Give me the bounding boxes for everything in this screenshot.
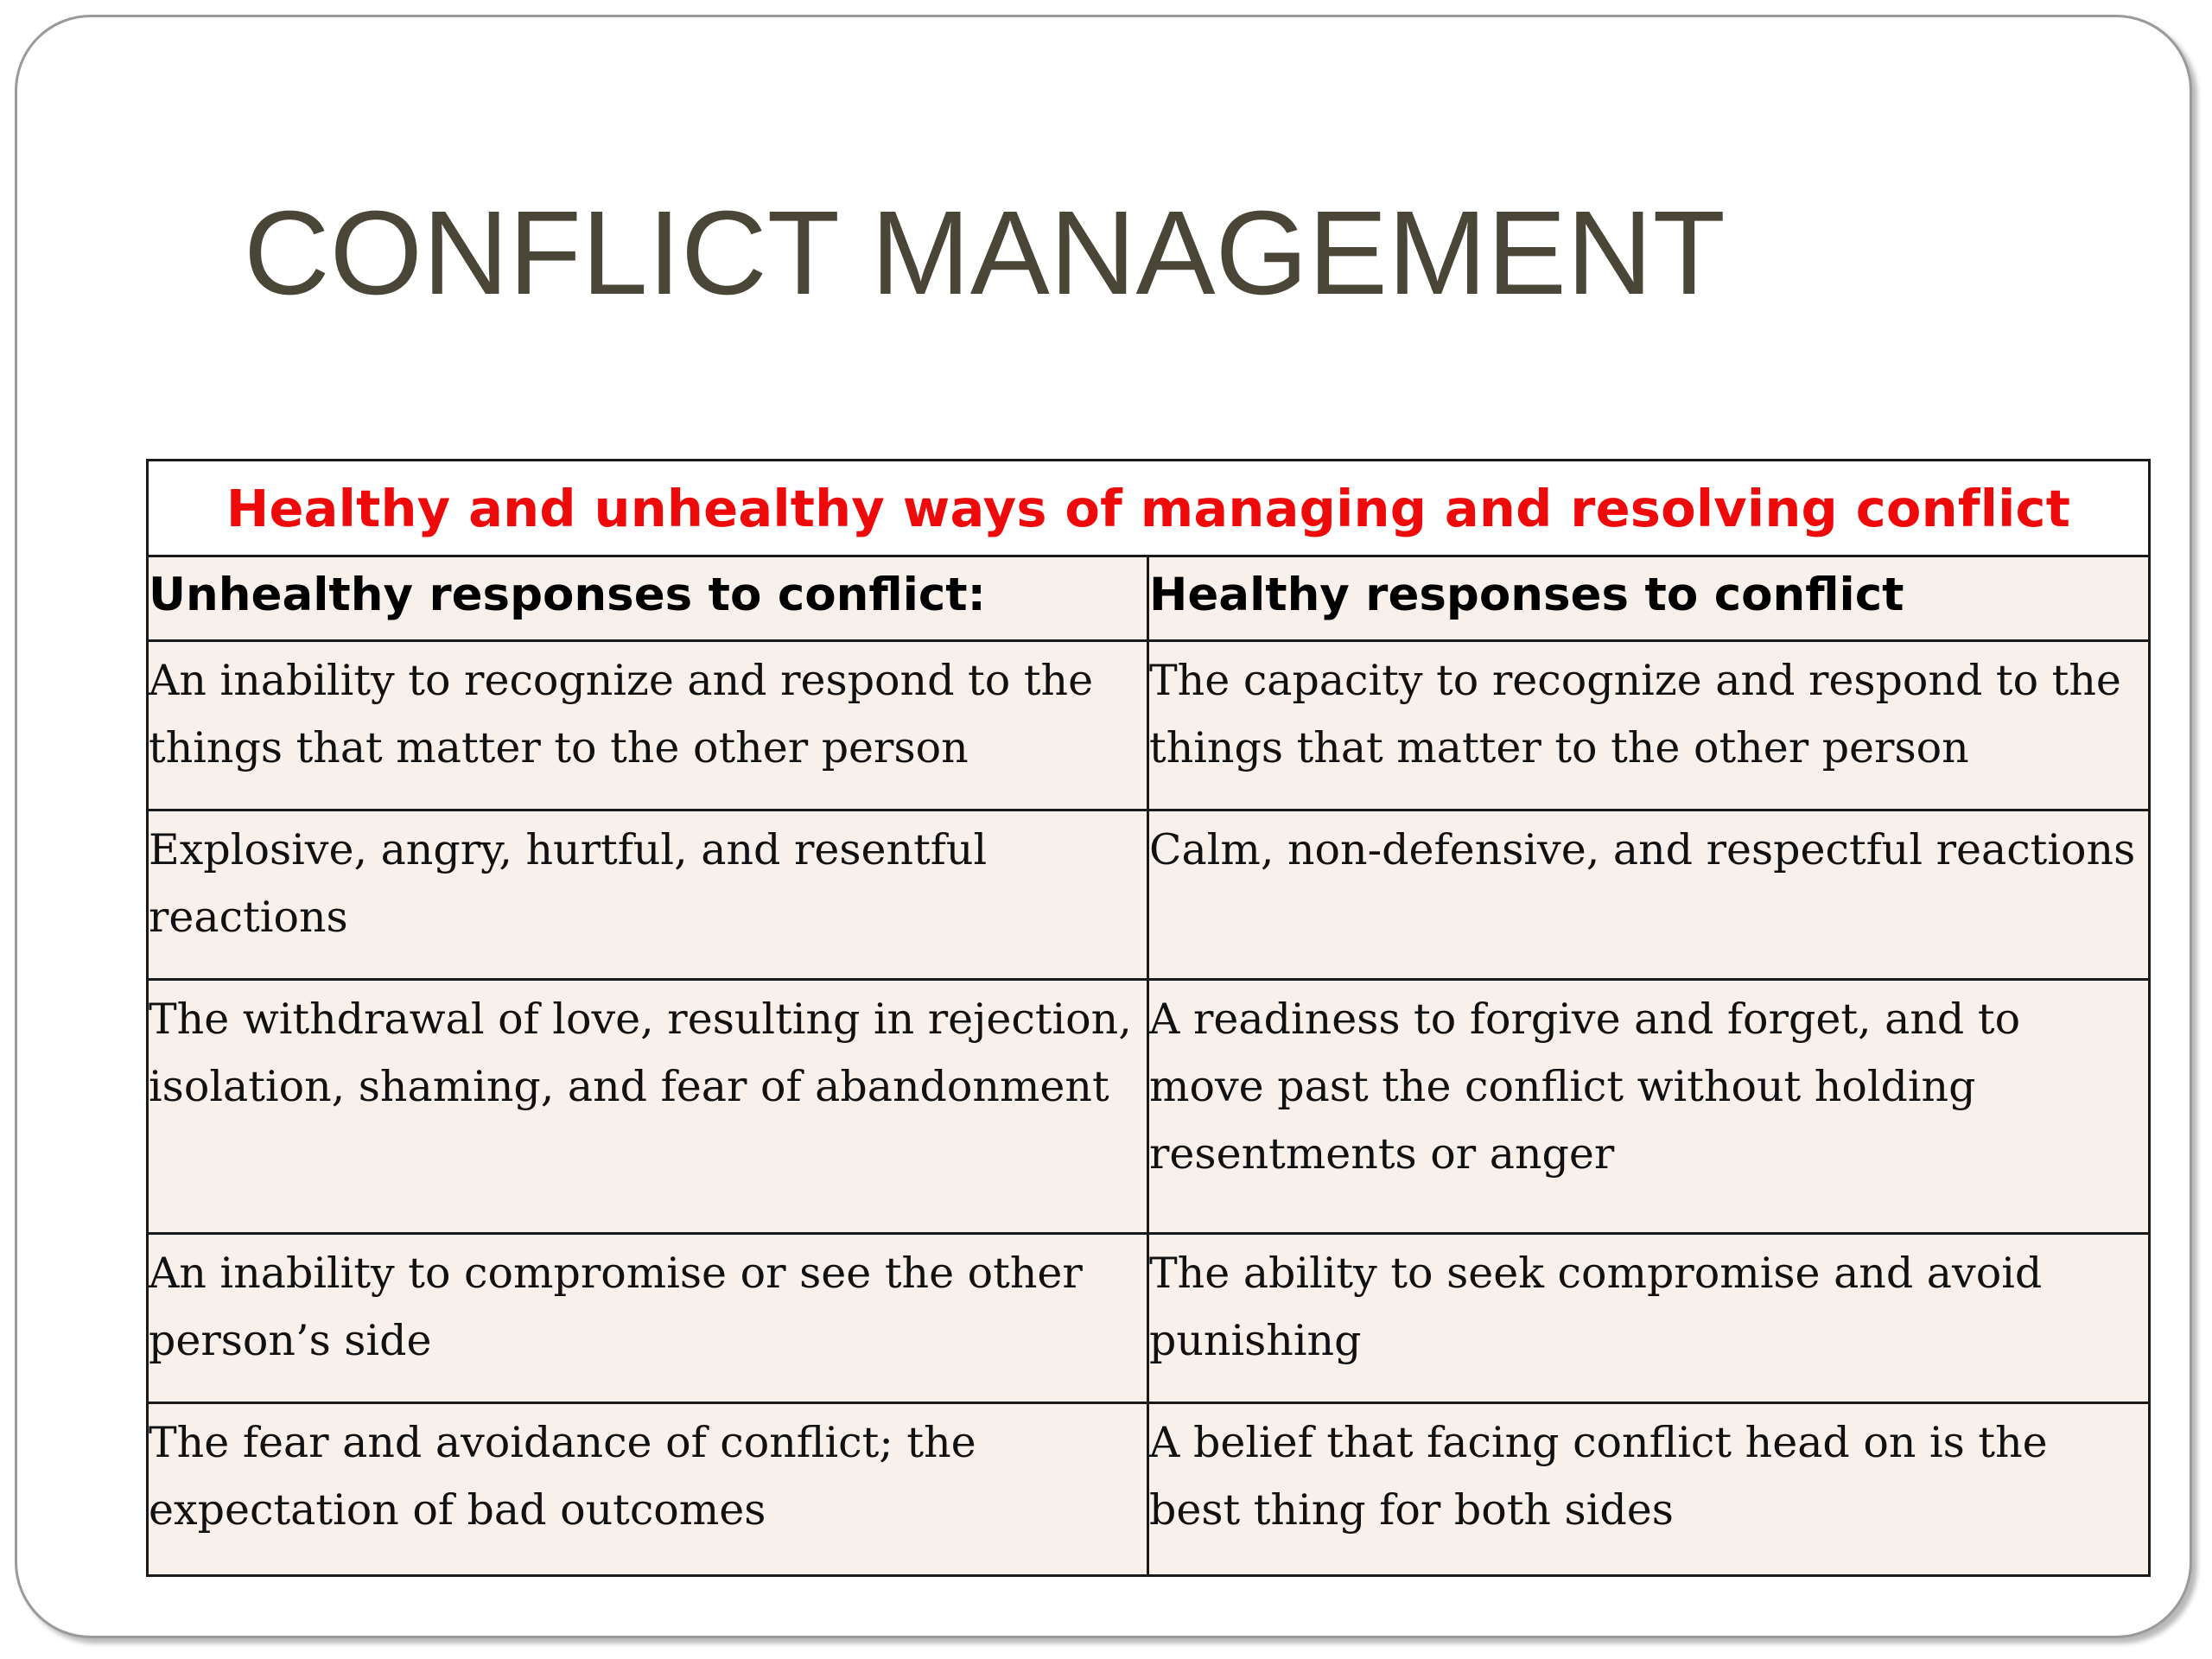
unhealthy-cell: [148, 641, 1148, 810]
healthy-text: A readiness to forgive and forget, and to move past the conflict without holding resentments or anger: [1149, 995, 2021, 1179]
header-cell-unhealthy: [148, 556, 1148, 641]
unhealthy-cell: [148, 810, 1148, 980]
healthy-text: A belief that facing conflict head on is the best thing for both sides: [1149, 1418, 2048, 1535]
healthy-cell: [1148, 1234, 2150, 1403]
unhealthy-text: The withdrawal of love, resulting in rejection, isolation, shaming, and fear of abandonment: [149, 995, 1132, 1111]
header-row: [148, 556, 2150, 641]
table-row: [148, 1403, 2150, 1576]
table-row: [148, 810, 2150, 980]
healthy-cell: [1148, 1403, 2150, 1576]
unhealthy-cell: [148, 1234, 1148, 1403]
unhealthy-text: An inability to compromise or see the other person’s side: [149, 1249, 1083, 1365]
header-cell-healthy: [1148, 556, 2150, 641]
table-caption-cell: [148, 461, 2150, 556]
slide-title: CONFLICT MANAGEMENT: [244, 187, 1726, 320]
healthy-text: Calm, non-defensive, and respectful reactions: [1149, 825, 2136, 874]
table-row: [148, 980, 2150, 1234]
table-row: [148, 641, 2150, 810]
unhealthy-text: The fear and avoidance of conflict; the expectation of bad outcomes: [149, 1418, 976, 1535]
healthy-text: The ability to seek compromise and avoid punishing: [1149, 1249, 2043, 1365]
healthy-cell: [1148, 641, 2150, 810]
caption-row: [148, 461, 2150, 556]
healthy-text: The capacity to recognize and respond to the things that matter to the other person: [1149, 656, 2121, 772]
table-row: [148, 1234, 2150, 1403]
healthy-cell: [1148, 810, 2150, 980]
unhealthy-cell: [148, 980, 1148, 1234]
unhealthy-cell: [148, 1403, 1148, 1576]
unhealthy-text: An inability to recognize and respond to the things that matter to the other person: [149, 656, 1094, 772]
header-healthy: Healthy responses to conflict: [1149, 569, 1904, 621]
unhealthy-text: Explosive, angry, hurtful, and resentful reactions: [149, 825, 988, 942]
table-caption: Healthy and unhealthy ways of managing and resolving conflict: [226, 478, 2071, 538]
healthy-cell: [1148, 980, 2150, 1234]
header-unhealthy: Unhealthy responses to conflict:: [149, 569, 986, 621]
conflict-table: [146, 459, 2151, 1577]
